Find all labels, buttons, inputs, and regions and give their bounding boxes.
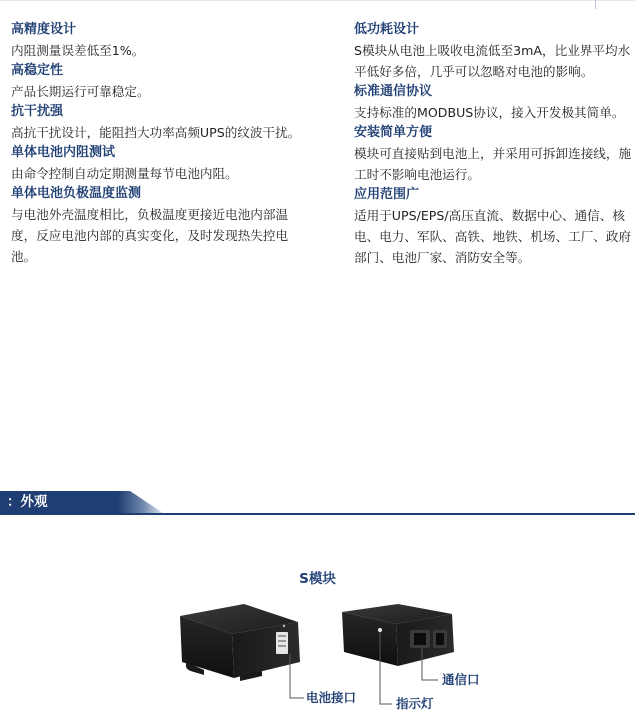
feature-title: 低功耗设计 — [354, 22, 420, 37]
feature-body: S模块从电池上吸收电流低至3mA，比业界平均水平低好多倍，几乎可以忽略对电池的影响。 — [354, 43, 631, 79]
feature-title: 安装简单方便 — [354, 125, 433, 140]
feature-title: 高精度设计 — [11, 22, 77, 37]
callout-indicator-light: 指示灯 — [396, 696, 434, 711]
features-left-column — [11, 20, 311, 267]
appearance-section-header — [0, 491, 635, 515]
feature-body: 模块可直接贴到电池上，并采用可拆卸连接线，施工时不影响电池运行。 — [354, 146, 632, 182]
feature-standard-protocol — [354, 82, 635, 123]
feature-high-stability — [11, 61, 311, 102]
feature-low-power — [354, 20, 635, 82]
section-underline — [0, 513, 635, 515]
s-module-left-view — [180, 604, 300, 681]
feature-body: 高抗干扰设计，能阻挡大功率高频UPS的纹波干扰。 — [11, 125, 301, 140]
feature-body: 适用于UPS/EPS/高压直流、数据中心、通信、核电、电力、军队、高铁、地铁、机场、工厂、政府部门、电池厂家、消防安全等。 — [354, 208, 632, 265]
features-right-column — [354, 20, 635, 268]
feature-title: 标准通信协议 — [354, 84, 433, 99]
feature-body: 内阻测量误差低至1%。 — [11, 43, 145, 58]
callout-battery-interface: 电池接口 — [306, 690, 357, 705]
feature-high-precision — [11, 20, 311, 61]
section-tab-fade — [118, 491, 163, 513]
feature-title: 高稳定性 — [11, 63, 64, 78]
feature-internal-resistance — [11, 143, 311, 184]
feature-negative-temperature — [11, 184, 311, 267]
feature-body: 与电池外壳温度相比，负极温度更接近电池内部温度，反应电池内部的真实变化，及时发现热失控电池。 — [11, 207, 289, 264]
feature-wide-application — [354, 185, 635, 268]
feature-title: 抗干扰强 — [11, 104, 64, 119]
feature-easy-install — [354, 123, 635, 185]
section-title: ：外观 — [7, 494, 48, 510]
callout-communication-port: 通信口 — [442, 672, 480, 687]
feature-body: 产品长期运行可靠稳定。 — [11, 84, 150, 99]
feature-title: 单体电池内阻测试 — [11, 145, 116, 160]
figure-caption: S模块 — [299, 571, 336, 587]
s-module-right-view — [342, 604, 454, 666]
feature-body: 支持标准的MODBUS协议，接入开发极其简单。 — [354, 105, 625, 120]
feature-anti-interference — [11, 102, 311, 143]
feature-body: 由命令控制自动定期测量每节电池内阻。 — [11, 166, 238, 181]
feature-title: 应用范围广 — [354, 187, 420, 202]
feature-title: 单体电池负极温度监测 — [11, 186, 142, 201]
top-divider-tick — [595, 0, 596, 9]
top-divider — [0, 0, 635, 1]
